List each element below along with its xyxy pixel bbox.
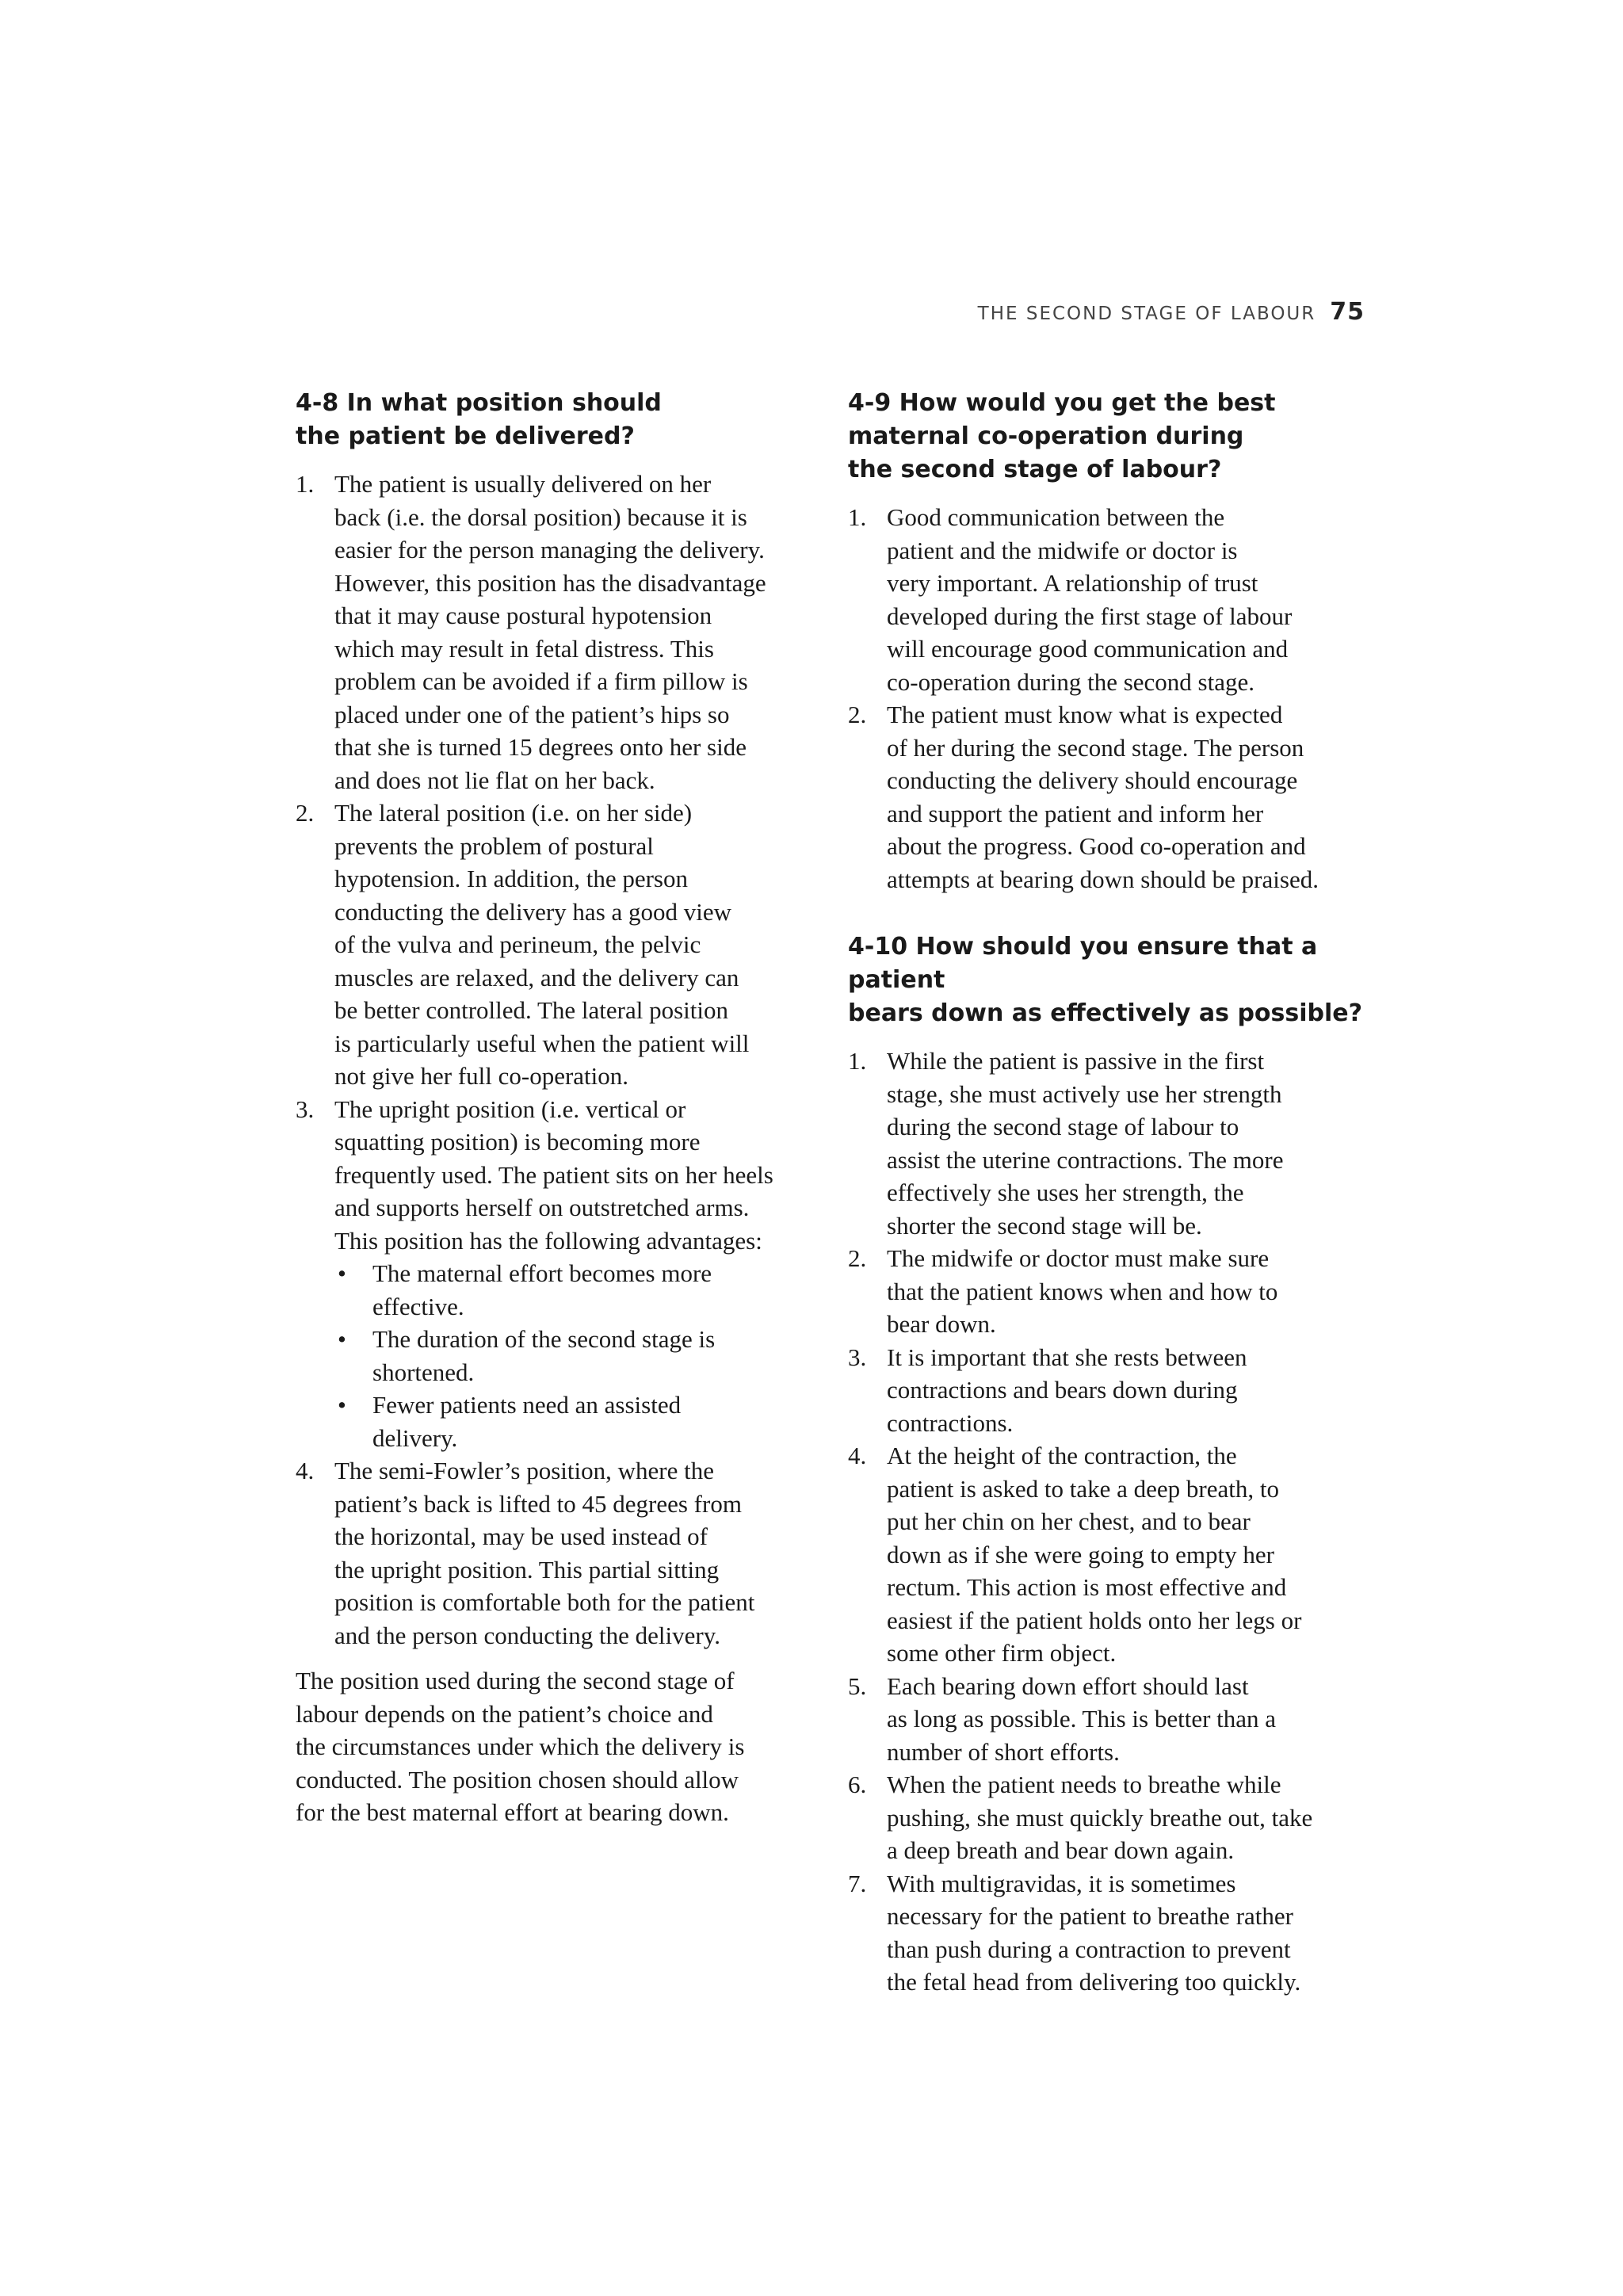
- text-line: effective.: [372, 1292, 464, 1320]
- bullet-item: [334, 1389, 819, 1454]
- heading-line: 4-10 How should you ensure that a patient: [848, 933, 1318, 994]
- text-line: some other firm object.: [887, 1639, 1117, 1667]
- item-number: 4.: [296, 1457, 315, 1484]
- text-line: effectively she uses her strength, the: [887, 1179, 1244, 1206]
- text-line: the horizontal, may be used instead of: [334, 1522, 708, 1550]
- text-line: hypotension. In addition, the person: [334, 865, 688, 892]
- text-line: put her chin on her chest, and to bear: [887, 1507, 1251, 1535]
- text-line: bear down.: [887, 1310, 996, 1338]
- text-line: is particularly useful when the patient will: [334, 1029, 750, 1057]
- text-line: that she is turned 15 degrees onto her side: [334, 733, 747, 761]
- bullet-icon: •: [338, 1259, 346, 1287]
- text-line: This position has the following advantages:: [334, 1226, 762, 1255]
- text-line: shortened.: [372, 1358, 475, 1386]
- text-line: However, this position has the disadvantage: [334, 568, 766, 597]
- text-line: back (i.e. the dorsal position) because it is: [334, 502, 747, 531]
- text-line: pushing, she must quickly breathe out, take: [887, 1803, 1313, 1832]
- list-item: [848, 1341, 1371, 1440]
- text-line: developed during the first stage of labour: [887, 602, 1293, 630]
- bullet-icon: •: [338, 1325, 346, 1353]
- text-line: squatting position) is becoming more: [334, 1128, 701, 1156]
- item-number: 5.: [848, 1671, 867, 1700]
- text-line: easiest if the patient holds onto her legs or: [887, 1606, 1302, 1634]
- text-line: The patient must know what is expected: [887, 701, 1283, 728]
- text-line: attempts at bearing down should be praised.: [887, 865, 1319, 893]
- list-item: [848, 1867, 1371, 1999]
- text-line: for the best maternal effort at bearing down.: [296, 1798, 729, 1826]
- right-column: [848, 387, 1371, 2034]
- text-line: about the progress. Good co-operation and: [887, 832, 1306, 860]
- section-heading: [848, 387, 1371, 487]
- heading-line: 4-8 In what position should: [296, 389, 662, 417]
- text-line: frequently used. The patient sits on her heels: [334, 1160, 773, 1189]
- text-line: the upright position. This partial sitting: [334, 1555, 720, 1584]
- text-line: very important. A relationship of trust: [887, 569, 1258, 597]
- text-line: than push during a contraction to prevent: [887, 1935, 1291, 1963]
- text-line: The maternal effort becomes more: [372, 1259, 712, 1287]
- item-number: 4.: [848, 1442, 867, 1469]
- text-line: With multigravidas, it is sometimes: [887, 1869, 1236, 1897]
- heading-line: the patient be delivered?: [296, 422, 635, 450]
- text-line: When the patient needs to breathe while: [887, 1771, 1281, 1798]
- text-line: shorter the second stage will be.: [887, 1211, 1202, 1240]
- text-line: and supports herself on outstretched arms.: [334, 1194, 750, 1221]
- text-line: labour depends on the patient’s choice and: [296, 1699, 713, 1728]
- closing-paragraph: [296, 1664, 819, 1829]
- heading-line: maternal co-operation during: [848, 422, 1244, 450]
- text-line: easier for the person managing the delivery.: [334, 536, 765, 563]
- text-line: Each bearing down effort should last: [887, 1671, 1249, 1700]
- text-line: While the patient is passive in the first: [887, 1047, 1265, 1075]
- text-line: not give her full co-operation.: [334, 1062, 629, 1090]
- heading-line: the second stage of labour?: [848, 456, 1222, 483]
- section-heading: [296, 387, 819, 453]
- text-line: which may result in fetal distress. This: [334, 634, 714, 663]
- numbered-list: [848, 501, 1371, 896]
- text-line: problem can be avoided if a firm pillow is: [334, 667, 748, 695]
- text-line: will encourage good communication and: [887, 635, 1289, 663]
- text-line: The semi-Fowler’s position, where the: [334, 1457, 714, 1484]
- item-number: 6.: [848, 1771, 867, 1798]
- text-line: Good communication between the: [887, 503, 1225, 531]
- text-line: and support the patient and inform her: [887, 799, 1264, 827]
- item-number: 3.: [848, 1343, 867, 1371]
- list-item: [848, 501, 1371, 698]
- text-line: as long as possible. This is better than a: [887, 1705, 1277, 1733]
- text-line: of her during the second stage. The person: [887, 733, 1304, 762]
- section-4-10: [848, 930, 1371, 1999]
- text-line: necessary for the patient to breathe rather: [887, 1902, 1293, 1930]
- bullet-item: [334, 1323, 819, 1389]
- text-line: and the person conducting the delivery.: [334, 1621, 720, 1649]
- text-line: The patient is usually delivered on her: [334, 470, 712, 498]
- heading-line: bears down as effectively as possible?: [848, 999, 1363, 1027]
- item-number: 1.: [848, 1047, 867, 1075]
- bullet-item: [334, 1257, 819, 1323]
- bullet-list: [334, 1257, 819, 1454]
- text-line: the circumstances under which the delivery is: [296, 1733, 745, 1760]
- text-line: co-operation during the second stage.: [887, 667, 1254, 696]
- list-item: [848, 1768, 1371, 1867]
- text-line: It is important that she rests between: [887, 1343, 1247, 1371]
- text-line: prevents the problem of postural: [334, 831, 654, 860]
- list-item: [296, 1093, 819, 1455]
- text-line: The duration of the second stage is: [372, 1325, 716, 1353]
- list-item: [296, 468, 819, 797]
- section-heading: [848, 930, 1371, 1030]
- list-item: [296, 1454, 819, 1652]
- text-line: muscles are relaxed, and the delivery can: [334, 963, 739, 991]
- text-line: The position used during the second stage of: [296, 1667, 735, 1694]
- heading-line: 4-9 How would you get the best: [848, 389, 1276, 417]
- running-head: [978, 298, 1365, 326]
- page-number: 75: [1330, 298, 1365, 326]
- list-item: [848, 1242, 1371, 1341]
- list-item: [296, 797, 819, 1093]
- text-line: during the second stage of labour to: [887, 1113, 1239, 1140]
- item-number: 3.: [296, 1095, 315, 1123]
- text-line: be better controlled. The lateral position: [334, 996, 728, 1024]
- item-number: 7.: [848, 1869, 867, 1897]
- item-number: 1.: [296, 470, 315, 498]
- text-line: conducted. The position chosen should allow: [296, 1765, 739, 1794]
- text-line: number of short efforts.: [887, 1737, 1120, 1766]
- text-line: The lateral position (i.e. on her side): [334, 799, 693, 827]
- item-number: 2.: [848, 701, 867, 728]
- numbered-list: [296, 468, 819, 1652]
- text-line: contractions and bears down during: [887, 1376, 1238, 1404]
- text-line: patient and the midwife or doctor is: [887, 536, 1238, 564]
- text-line: placed under one of the patient’s hips so: [334, 700, 730, 728]
- text-line: delivery.: [372, 1423, 458, 1452]
- text-line: the fetal head from delivering too quickly.: [887, 1968, 1301, 1996]
- item-number: 2.: [848, 1244, 867, 1272]
- text-line: that the patient knows when and how to: [887, 1277, 1278, 1305]
- item-number: 2.: [296, 799, 315, 827]
- running-title: THE SECOND STAGE OF LABOUR: [977, 304, 1316, 324]
- text-line: The midwife or doctor must make sure: [887, 1244, 1270, 1272]
- text-line: position is comfortable both for the patient: [334, 1588, 755, 1616]
- list-item: [848, 1439, 1371, 1670]
- text-line: conducting the delivery has a good view: [334, 897, 732, 926]
- item-number: 1.: [848, 503, 867, 531]
- text-line: that it may cause postural hypotension: [334, 602, 712, 629]
- text-line: The upright position (i.e. vertical or: [334, 1095, 686, 1123]
- section-4-8: [296, 387, 819, 1829]
- text-line: a deep breath and bear down again.: [887, 1836, 1235, 1864]
- left-column: [296, 387, 819, 1864]
- text-line: At the height of the contraction, the: [887, 1442, 1237, 1469]
- list-item: [848, 698, 1371, 896]
- list-item: [848, 1045, 1371, 1242]
- text-line: down as if she were going to empty her: [887, 1540, 1274, 1568]
- text-line: and does not lie flat on her back.: [334, 766, 655, 794]
- text-line: patient’s back is lifted to 45 degrees from: [334, 1489, 742, 1518]
- text-line: of the vulva and perineum, the pelvic: [334, 930, 701, 958]
- text-line: conducting the delivery should encourage: [887, 766, 1298, 794]
- text-line: Fewer patients need an assisted: [372, 1391, 682, 1419]
- bullet-icon: •: [338, 1391, 346, 1419]
- text-line: contractions.: [887, 1408, 1014, 1437]
- numbered-list: [848, 1045, 1371, 1999]
- text-line: patient is asked to take a deep breath, to: [887, 1474, 1279, 1503]
- text-line: rectum. This action is most effective and: [887, 1573, 1287, 1601]
- list-item: [848, 1670, 1371, 1769]
- section-4-9: [848, 387, 1371, 896]
- text-line: stage, she must actively use her strength: [887, 1079, 1282, 1108]
- text-line: assist the uterine contractions. The more: [887, 1145, 1284, 1174]
